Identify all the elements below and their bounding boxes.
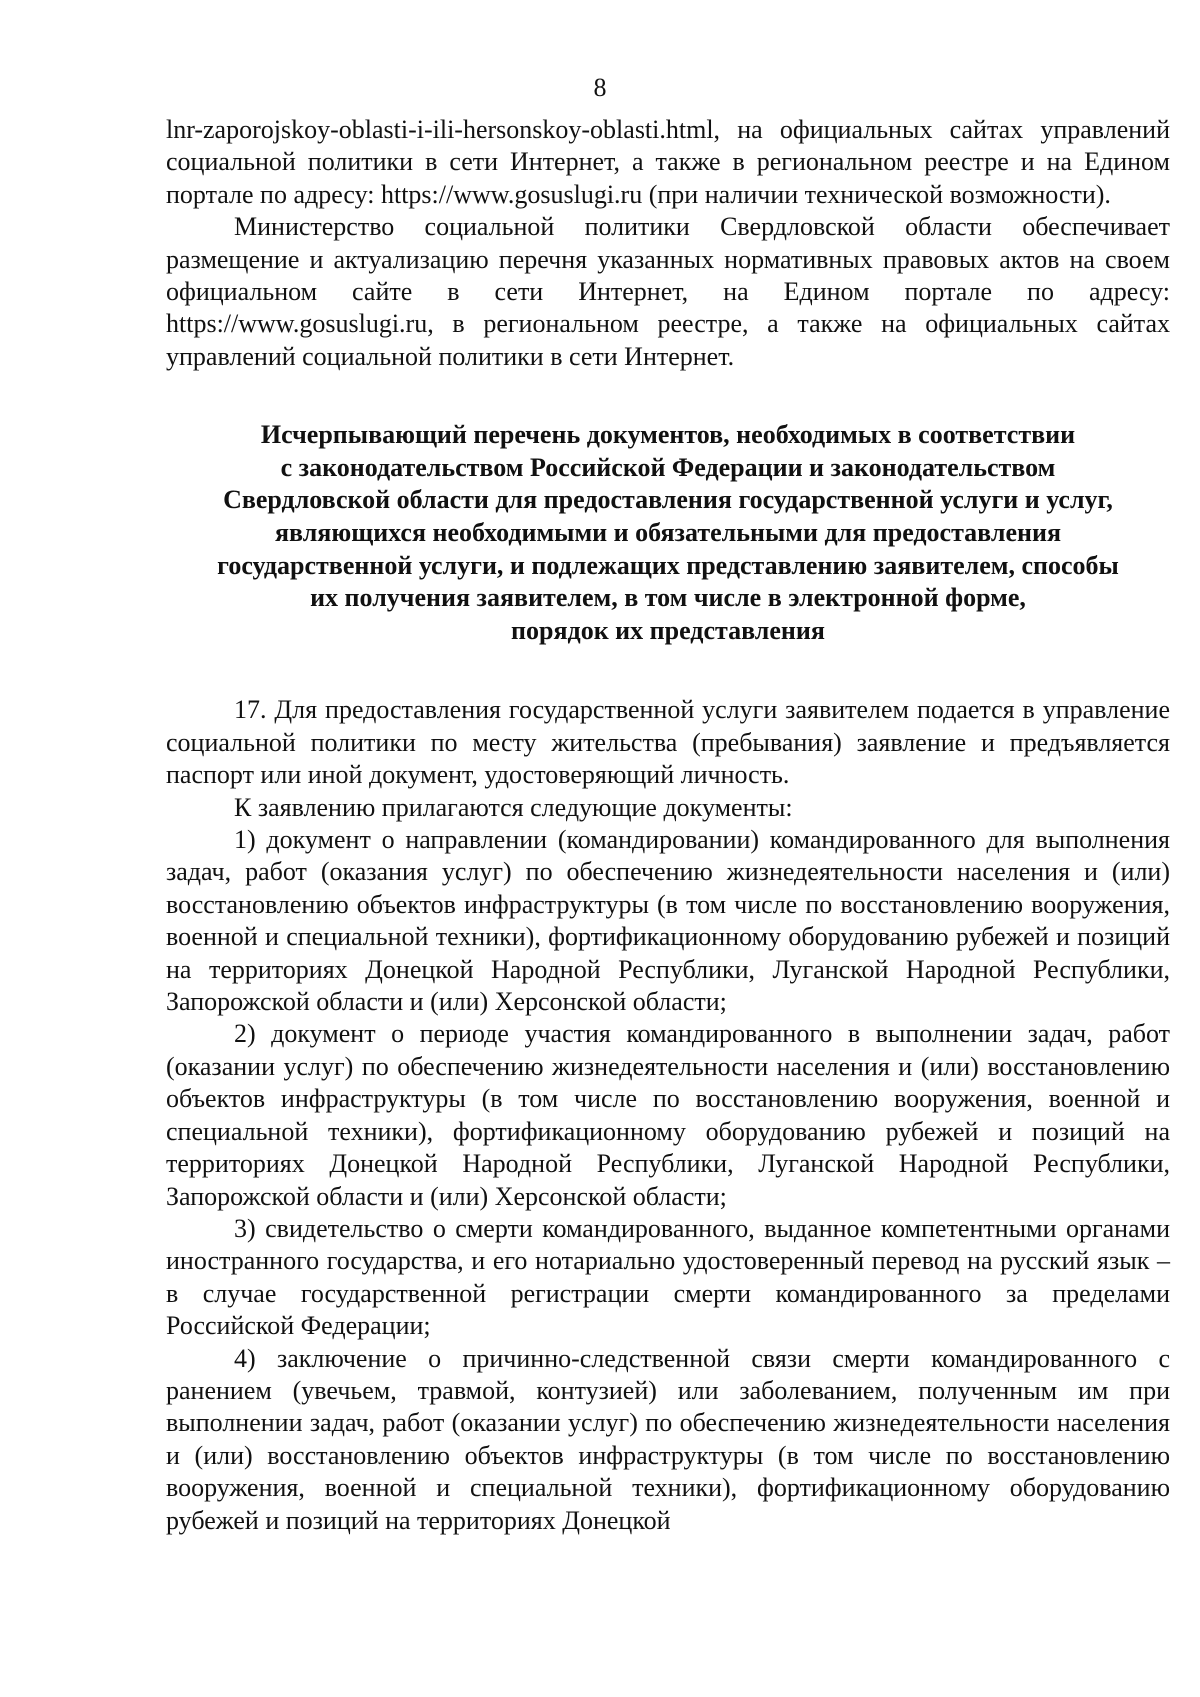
heading-line: Исчерпывающий перечень документов, необходимых в соответствии <box>260 420 1076 450</box>
clause-17-paragraph: 17. Для предоставления государственной услуги заявителем подается в управление социальной политики по месту жительства (пребывания) заявление и предъявляется паспорт или иной документ, удостоверяющий личность. <box>166 695 1170 790</box>
heading-line: их получения заявителем, в том числе в электронной форме, <box>310 583 1026 613</box>
document-list-item-2: 2) документ о периоде участия командированного в выполнении задач, работ (оказании услуг) по обеспечению жизнедеятельности населения и (или) восстановлению объектов инфраструктуры (в том числе по восстановлению вооружения, военной и специальной техники), фортификационному оборудованию рубежей и позиций на территориях Донецкой Народной Республики, Луганской Народной Республики, Запорожской области и (или) Херсонской области; <box>166 1019 1170 1211</box>
document-list-item-1: 1) документ о направлении (командировании) командированного для выполнения задач, работ (оказания услуг) по обеспечению жизнедеятельности населения и (или) восстановлению объектов инфраструктуры (в том числе по восстановлению вооружения, военной и специальной техники), фортификационному оборудованию рубежей и позиций на территориях Донецкой Народной Республики, Луганской Народной Республики, Запорожской области и (или) Херсонской области; <box>166 825 1170 1017</box>
document-list-item-3: 3) свидетельство о смерти командированного, выданное компетентными органами иностранного государства, и его нотариально удостоверенный перевод на русский язык – в случае государственной регистрации смерти командированного за пределами Российской Федерации; <box>166 1213 1170 1341</box>
heading-line: с законодательством Российской Федерации и законодательством <box>280 452 1056 482</box>
intro-paragraph-ministry: Министерство социальной политики Свердловской области обеспечивает размещение и актуализацию перечня указанных нормативных правовых актов на своем официальном сайте в сети Интернет, на Едином портале по адресу: https://www.gosuslugi.ru, в региональном реестре, а также на официальных сайтах управлений социальной политики в сети Интернет. <box>166 212 1170 371</box>
documents-list-intro: К заявлению прилагаются следующие документы: <box>234 792 793 822</box>
page-number: 8 <box>593 73 607 102</box>
heading-line: Свердловской области для предоставления государственной услуги и услуг, <box>223 485 1113 515</box>
heading-line: государственной услуги, и подлежащих представлению заявителем, способы <box>217 550 1119 580</box>
intro-paragraph-url-continuation: lnr-zaporojskoy-oblasti-i-ili-hersonskoy-oblasti.html, на официальных сайтах управлений социальной политики в сети Интернет, а также в региональном реестре и на Едином портале по адресу: https://www.gosuslugi.ru (при наличии технической возможности). <box>166 115 1170 209</box>
document-list-item-4: 4) заключение о причинно-следственной связи смерти командированного с ранением (увечьем, травмой, контузией) или заболеванием, полученным им при выполнении задач, работ (оказании услуг) по обеспечению жизнедеятельности населения и (или) восстановлению объектов инфраструктуры (в том числе по восстановлению вооружения, военной и специальной техники), фортификационному оборудованию рубежей и позиций на территориях Донецкой <box>166 1343 1170 1535</box>
heading-line: являющихся необходимыми и обязательными для предоставления <box>274 518 1062 548</box>
heading-line: порядок их представления <box>511 615 825 645</box>
section-heading <box>166 419 1170 647</box>
document-body <box>166 114 1170 1537</box>
